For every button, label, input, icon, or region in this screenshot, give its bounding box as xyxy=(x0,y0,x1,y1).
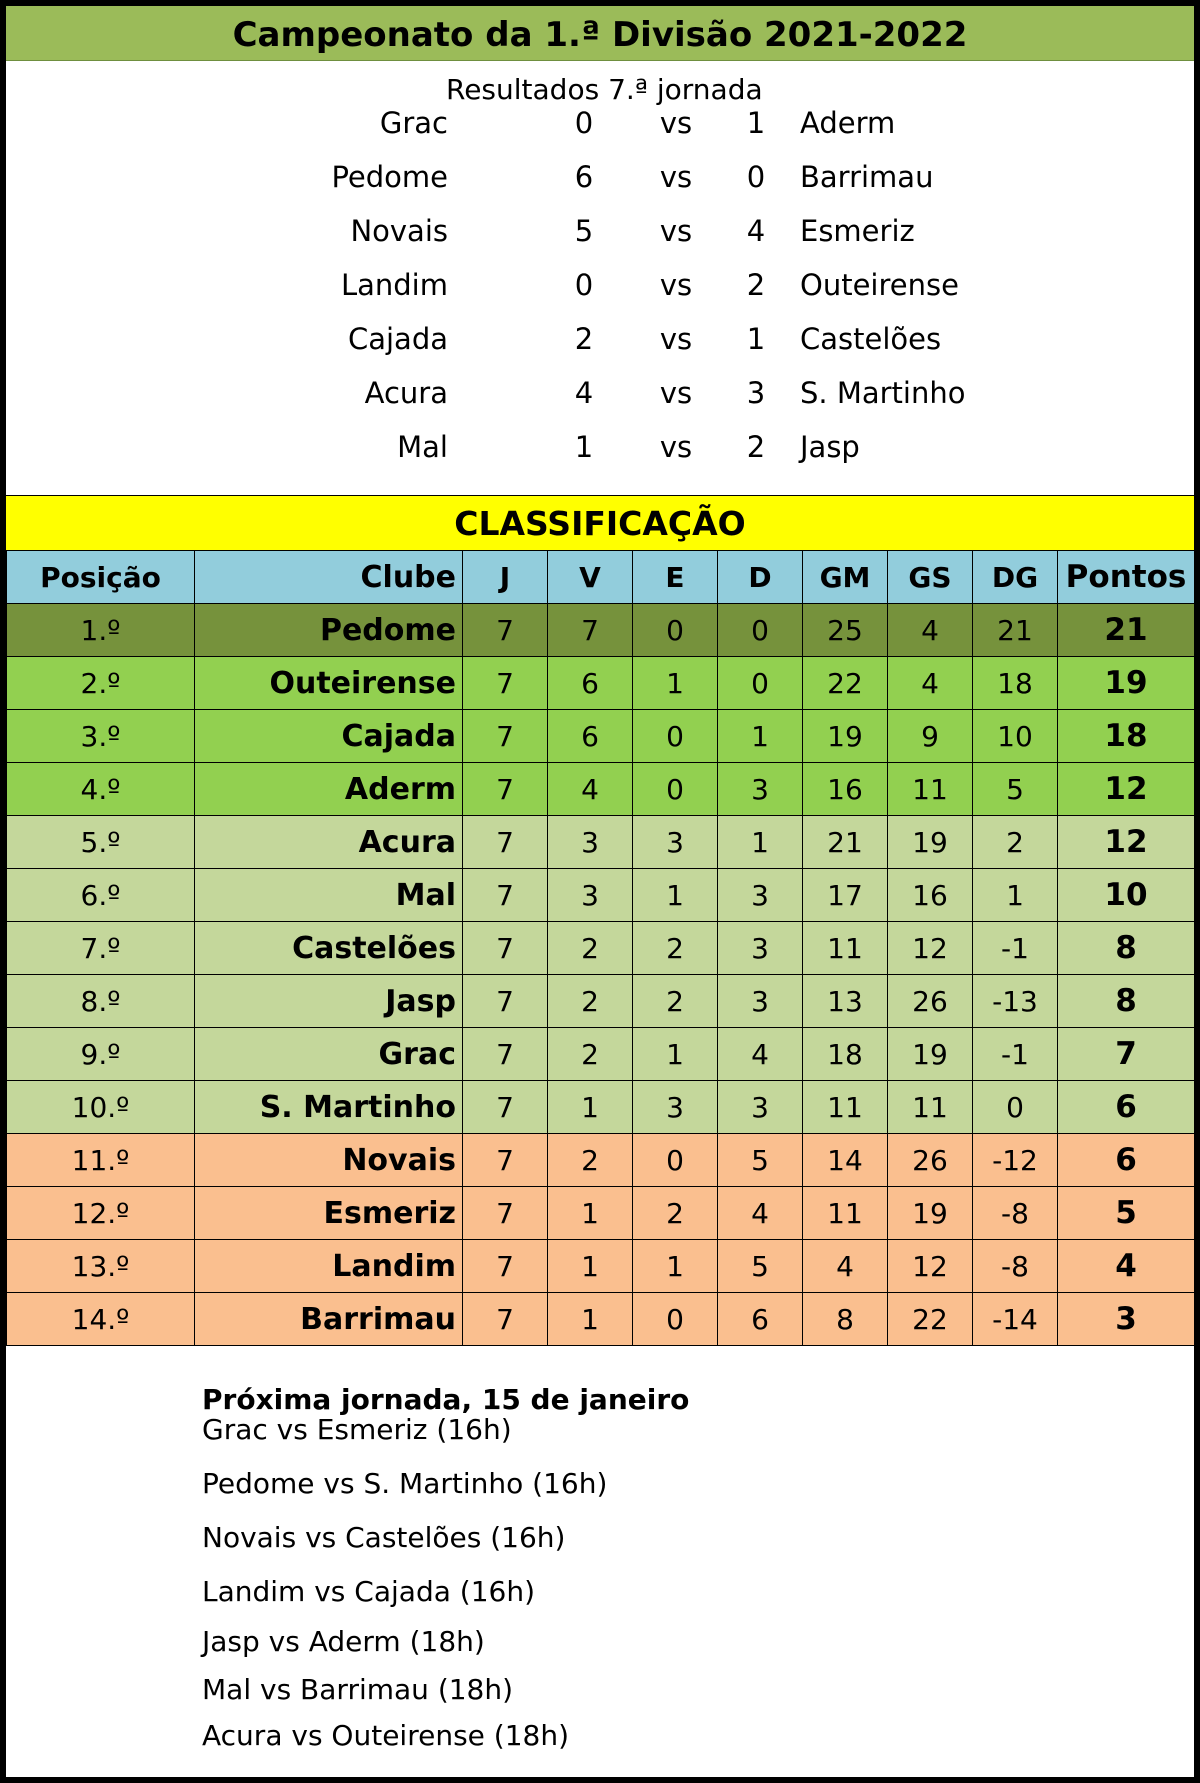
goal-difference-cell: -1 xyxy=(973,1028,1058,1081)
games-cell: 7 xyxy=(463,869,548,922)
home-team: Landim xyxy=(340,268,448,302)
result-row xyxy=(6,204,1194,258)
next-round-heading: Próxima jornada, 15 de janeiro xyxy=(202,1383,690,1416)
goals-against-cell: 9 xyxy=(888,710,973,763)
classification-heading: CLASSIFICAÇÃO xyxy=(6,495,1194,551)
points-cell: 12 xyxy=(1058,816,1195,869)
table-row xyxy=(7,816,1195,869)
wins-cell: 4 xyxy=(548,763,633,816)
club-name: Grac xyxy=(195,1028,463,1081)
column-header-goals-for: GM xyxy=(803,551,888,604)
goals-for-cell: 11 xyxy=(803,922,888,975)
goals-for-cell: 4 xyxy=(803,1240,888,1293)
club-name: Barrimau xyxy=(195,1293,463,1346)
table-row xyxy=(7,1028,1195,1081)
column-header-wins: V xyxy=(548,551,633,604)
goals-for-cell: 11 xyxy=(803,1081,888,1134)
away-score: 0 xyxy=(746,160,766,194)
wins-cell: 3 xyxy=(548,816,633,869)
goals-for-cell: 11 xyxy=(803,1187,888,1240)
results-heading: Resultados 7.ª jornada xyxy=(446,73,763,106)
goal-difference-cell: -13 xyxy=(973,975,1058,1028)
club-name: Outeirense xyxy=(195,657,463,710)
losses-cell: 3 xyxy=(718,975,803,1028)
points-cell: 8 xyxy=(1058,975,1195,1028)
losses-cell: 3 xyxy=(718,922,803,975)
draws-cell: 0 xyxy=(633,710,718,763)
wins-cell: 7 xyxy=(548,604,633,657)
draws-cell: 0 xyxy=(633,604,718,657)
goals-against-cell: 19 xyxy=(888,1028,973,1081)
table-row xyxy=(7,1240,1195,1293)
games-cell: 7 xyxy=(463,975,548,1028)
result-row xyxy=(6,312,1194,366)
club-name: Jasp xyxy=(195,975,463,1028)
table-row xyxy=(7,604,1195,657)
points-cell: 12 xyxy=(1058,763,1195,816)
goals-for-cell: 19 xyxy=(803,710,888,763)
goals-for-cell: 8 xyxy=(803,1293,888,1346)
losses-cell: 5 xyxy=(718,1134,803,1187)
fixture-item: Landim vs Cajada (16h) xyxy=(202,1575,535,1608)
position-cell: 14.º xyxy=(7,1293,195,1346)
goal-difference-cell: -12 xyxy=(973,1134,1058,1187)
home-score: 1 xyxy=(574,430,594,464)
draws-cell: 0 xyxy=(633,1293,718,1346)
column-header-goal-difference: DG xyxy=(973,551,1058,604)
fixture-item: Grac vs Esmeriz (16h) xyxy=(202,1413,512,1446)
away-score: 1 xyxy=(746,322,766,356)
result-row xyxy=(6,420,1194,474)
goal-difference-cell: -8 xyxy=(973,1187,1058,1240)
club-name: Castelões xyxy=(195,922,463,975)
position-cell: 5.º xyxy=(7,816,195,869)
fixture-item: Pedome vs S. Martinho (16h) xyxy=(202,1467,608,1500)
position-cell: 4.º xyxy=(7,763,195,816)
games-cell: 7 xyxy=(463,657,548,710)
home-score: 2 xyxy=(574,322,594,356)
away-team: Outeirense xyxy=(800,268,959,302)
club-name: Aderm xyxy=(195,763,463,816)
points-cell: 6 xyxy=(1058,1081,1195,1134)
goals-for-cell: 14 xyxy=(803,1134,888,1187)
wins-cell: 6 xyxy=(548,657,633,710)
fixture-item: Jasp vs Aderm (18h) xyxy=(202,1625,485,1658)
table-header-row xyxy=(7,551,1195,604)
goals-against-cell: 12 xyxy=(888,1240,973,1293)
position-cell: 3.º xyxy=(7,710,195,763)
wins-cell: 1 xyxy=(548,1081,633,1134)
home-score: 5 xyxy=(574,214,594,248)
vs-label: vs xyxy=(659,268,693,302)
goals-against-cell: 12 xyxy=(888,922,973,975)
away-score: 4 xyxy=(746,214,766,248)
result-row xyxy=(6,258,1194,312)
draws-cell: 3 xyxy=(633,816,718,869)
wins-cell: 3 xyxy=(548,869,633,922)
losses-cell: 5 xyxy=(718,1240,803,1293)
position-cell: 9.º xyxy=(7,1028,195,1081)
goal-difference-cell: 5 xyxy=(973,763,1058,816)
games-cell: 7 xyxy=(463,922,548,975)
home-score: 0 xyxy=(574,268,594,302)
club-name: Novais xyxy=(195,1134,463,1187)
column-header-goals-against: GS xyxy=(888,551,973,604)
draws-cell: 2 xyxy=(633,922,718,975)
goal-difference-cell: 0 xyxy=(973,1081,1058,1134)
games-cell: 7 xyxy=(463,604,548,657)
goals-against-cell: 16 xyxy=(888,869,973,922)
goals-against-cell: 26 xyxy=(888,1134,973,1187)
table-row xyxy=(7,869,1195,922)
wins-cell: 2 xyxy=(548,1134,633,1187)
draws-cell: 2 xyxy=(633,975,718,1028)
losses-cell: 3 xyxy=(718,763,803,816)
column-header-draws: E xyxy=(633,551,718,604)
table-row xyxy=(7,1134,1195,1187)
fixture-item: Novais vs Castelões (16h) xyxy=(202,1521,566,1554)
games-cell: 7 xyxy=(463,1134,548,1187)
goals-against-cell: 4 xyxy=(888,657,973,710)
position-cell: 7.º xyxy=(7,922,195,975)
games-cell: 7 xyxy=(463,1028,548,1081)
goal-difference-cell: -8 xyxy=(973,1240,1058,1293)
away-team: Aderm xyxy=(800,106,896,140)
games-cell: 7 xyxy=(463,1081,548,1134)
home-team: Pedome xyxy=(331,160,448,194)
away-team: Barrimau xyxy=(800,160,934,194)
draws-cell: 1 xyxy=(633,1028,718,1081)
points-cell: 4 xyxy=(1058,1240,1195,1293)
points-cell: 10 xyxy=(1058,869,1195,922)
club-name: Landim xyxy=(195,1240,463,1293)
wins-cell: 2 xyxy=(548,975,633,1028)
vs-label: vs xyxy=(659,430,693,464)
away-score: 3 xyxy=(746,376,766,410)
position-cell: 8.º xyxy=(7,975,195,1028)
draws-cell: 1 xyxy=(633,657,718,710)
games-cell: 7 xyxy=(463,710,548,763)
table-row xyxy=(7,1081,1195,1134)
goals-against-cell: 11 xyxy=(888,1081,973,1134)
goals-for-cell: 16 xyxy=(803,763,888,816)
table-row xyxy=(7,922,1195,975)
losses-cell: 0 xyxy=(718,604,803,657)
home-team: Cajada xyxy=(347,322,448,356)
wins-cell: 1 xyxy=(548,1240,633,1293)
result-row xyxy=(6,96,1194,150)
goal-difference-cell: 10 xyxy=(973,710,1058,763)
table-row xyxy=(7,710,1195,763)
goal-difference-cell: 1 xyxy=(973,869,1058,922)
column-header-games: J xyxy=(463,551,548,604)
wins-cell: 6 xyxy=(548,710,633,763)
result-row xyxy=(6,366,1194,420)
position-cell: 12.º xyxy=(7,1187,195,1240)
goals-for-cell: 13 xyxy=(803,975,888,1028)
goals-against-cell: 19 xyxy=(888,816,973,869)
points-cell: 7 xyxy=(1058,1028,1195,1081)
standings-table xyxy=(6,550,1195,1346)
home-team: Novais xyxy=(350,214,448,248)
home-score: 0 xyxy=(574,106,594,140)
position-cell: 6.º xyxy=(7,869,195,922)
vs-label: vs xyxy=(659,160,693,194)
club-name: Cajada xyxy=(195,710,463,763)
club-name: Mal xyxy=(195,869,463,922)
vs-label: vs xyxy=(659,214,693,248)
home-team: Grac xyxy=(379,106,448,140)
goals-against-cell: 19 xyxy=(888,1187,973,1240)
position-cell: 1.º xyxy=(7,604,195,657)
points-cell: 18 xyxy=(1058,710,1195,763)
fixture-item: Mal vs Barrimau (18h) xyxy=(202,1673,514,1706)
vs-label: vs xyxy=(659,322,693,356)
games-cell: 7 xyxy=(463,763,548,816)
table-row xyxy=(7,763,1195,816)
away-team: Jasp xyxy=(800,430,860,464)
games-cell: 7 xyxy=(463,816,548,869)
goal-difference-cell: 18 xyxy=(973,657,1058,710)
page-title: Campeonato da 1.ª Divisão 2021-2022 xyxy=(6,6,1194,61)
vs-label: vs xyxy=(659,376,693,410)
goals-against-cell: 22 xyxy=(888,1293,973,1346)
column-header-losses: D xyxy=(718,551,803,604)
goal-difference-cell: 21 xyxy=(973,604,1058,657)
losses-cell: 3 xyxy=(718,1081,803,1134)
position-cell: 13.º xyxy=(7,1240,195,1293)
goals-for-cell: 25 xyxy=(803,604,888,657)
table-row xyxy=(7,657,1195,710)
goals-for-cell: 18 xyxy=(803,1028,888,1081)
goals-for-cell: 17 xyxy=(803,869,888,922)
position-cell: 11.º xyxy=(7,1134,195,1187)
content xyxy=(6,6,1194,1752)
column-header-points: Pontos xyxy=(1058,551,1195,604)
goal-difference-cell: -14 xyxy=(973,1293,1058,1346)
goal-difference-cell: -1 xyxy=(973,922,1058,975)
position-cell: 2.º xyxy=(7,657,195,710)
fixture-item: Acura vs Outeirense (18h) xyxy=(202,1719,570,1752)
points-cell: 21 xyxy=(1058,604,1195,657)
home-score: 4 xyxy=(574,376,594,410)
draws-cell: 0 xyxy=(633,1134,718,1187)
points-cell: 3 xyxy=(1058,1293,1195,1346)
vs-label: vs xyxy=(659,106,693,140)
draws-cell: 0 xyxy=(633,763,718,816)
away-score: 2 xyxy=(746,430,766,464)
club-name: Acura xyxy=(195,816,463,869)
away-team: Castelões xyxy=(800,322,942,356)
away-team: S. Martinho xyxy=(800,376,966,410)
points-cell: 19 xyxy=(1058,657,1195,710)
losses-cell: 4 xyxy=(718,1187,803,1240)
goals-for-cell: 22 xyxy=(803,657,888,710)
home-score: 6 xyxy=(574,160,594,194)
draws-cell: 3 xyxy=(633,1081,718,1134)
losses-cell: 1 xyxy=(718,710,803,763)
club-name: Esmeriz xyxy=(195,1187,463,1240)
home-team: Mal xyxy=(397,430,448,464)
table-row xyxy=(7,1293,1195,1346)
goals-for-cell: 21 xyxy=(803,816,888,869)
goals-against-cell: 26 xyxy=(888,975,973,1028)
away-score: 2 xyxy=(746,268,766,302)
goals-against-cell: 4 xyxy=(888,604,973,657)
table-row xyxy=(7,1187,1195,1240)
games-cell: 7 xyxy=(463,1187,548,1240)
column-header-club: Clube xyxy=(195,551,463,604)
losses-cell: 0 xyxy=(718,657,803,710)
games-cell: 7 xyxy=(463,1240,548,1293)
points-cell: 5 xyxy=(1058,1187,1195,1240)
away-team: Esmeriz xyxy=(800,214,915,248)
standings-body xyxy=(7,604,1195,1346)
position-cell: 10.º xyxy=(7,1081,195,1134)
points-cell: 6 xyxy=(1058,1134,1195,1187)
away-score: 1 xyxy=(746,106,766,140)
losses-cell: 6 xyxy=(718,1293,803,1346)
losses-cell: 3 xyxy=(718,869,803,922)
goal-difference-cell: 2 xyxy=(973,816,1058,869)
draws-cell: 1 xyxy=(633,1240,718,1293)
wins-cell: 1 xyxy=(548,1187,633,1240)
table-row xyxy=(7,975,1195,1028)
column-header-position: Posição xyxy=(7,551,195,604)
draws-cell: 2 xyxy=(633,1187,718,1240)
result-row xyxy=(6,150,1194,204)
games-cell: 7 xyxy=(463,1293,548,1346)
losses-cell: 1 xyxy=(718,816,803,869)
goals-against-cell: 11 xyxy=(888,763,973,816)
wins-cell: 1 xyxy=(548,1293,633,1346)
losses-cell: 4 xyxy=(718,1028,803,1081)
club-name: Pedome xyxy=(195,604,463,657)
home-team: Acura xyxy=(364,376,448,410)
points-cell: 8 xyxy=(1058,922,1195,975)
club-name: S. Martinho xyxy=(195,1081,463,1134)
wins-cell: 2 xyxy=(548,922,633,975)
wins-cell: 2 xyxy=(548,1028,633,1081)
draws-cell: 1 xyxy=(633,869,718,922)
